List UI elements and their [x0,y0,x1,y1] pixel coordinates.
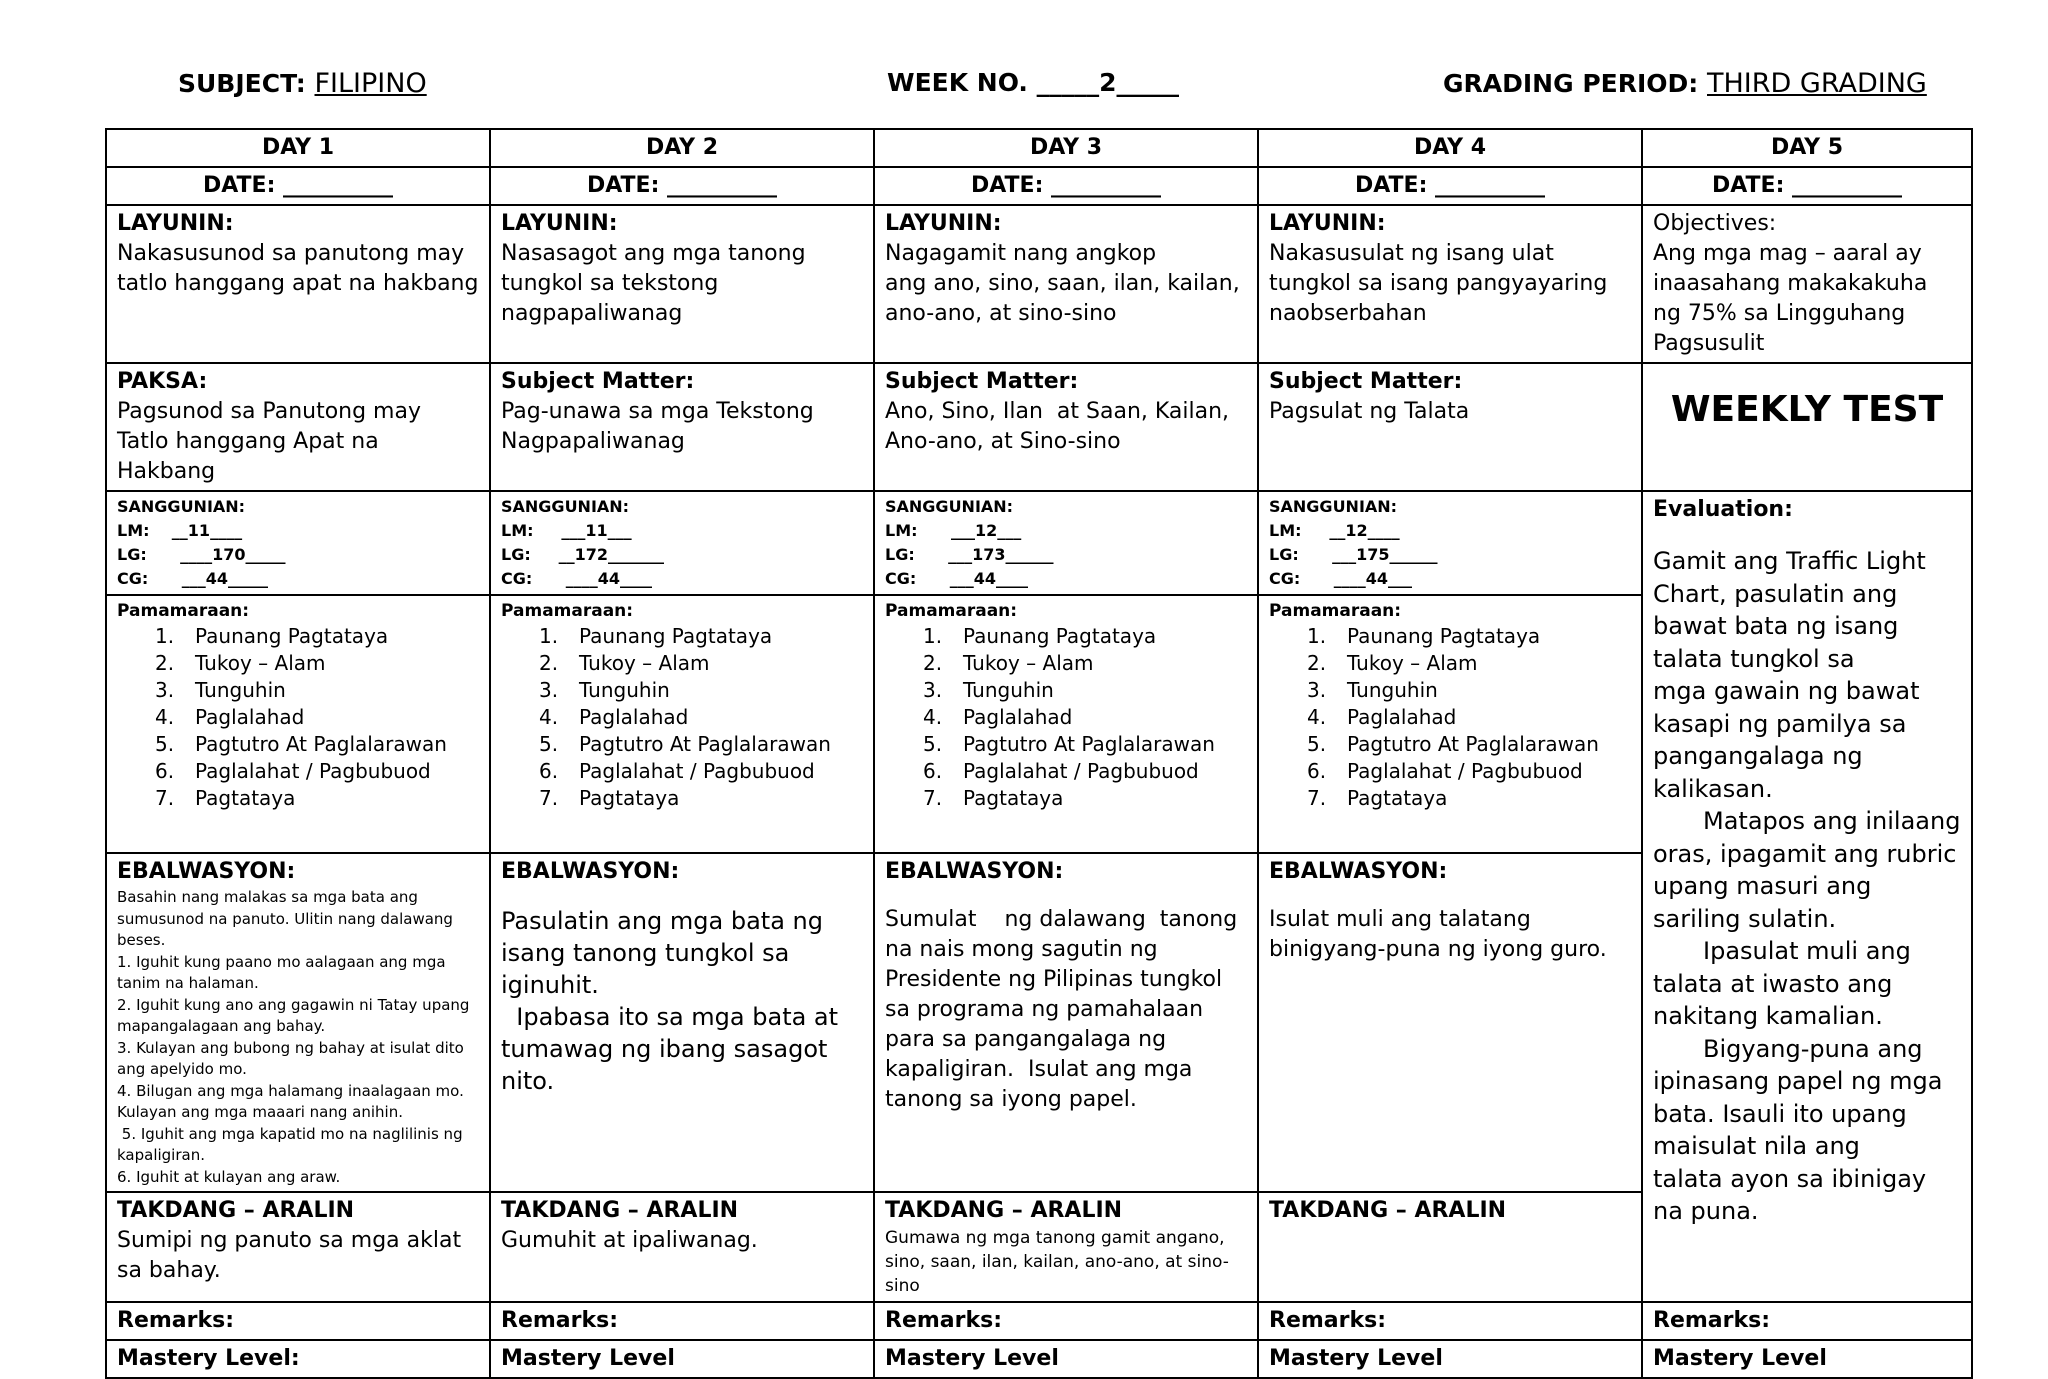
step-number: 3. [1307,678,1327,702]
evaluation-paragraph: mga gawain ng bawat kasapi ng pamilya sa pangangalaga ng kalikasan. [1653,677,1920,803]
pamamaraan-step [155,758,479,785]
day-4-subject-matter [1258,363,1642,491]
takdang-aralin-label: TAKDANG – ARALIN [885,1198,1123,1223]
day-4-remarks: Remarks: [1258,1302,1642,1340]
pamamaraan-step [923,785,1247,812]
pamamaraan-step [923,704,1247,731]
takdang-aralin-text: Sumipi ng panuto sa mga aklat sa bahay. [117,1228,462,1283]
cg-ref: CG: ___44_____ [117,569,268,588]
day-4-header: DAY 4 [1258,129,1642,167]
day-1-pamamaraan [106,595,490,853]
step-number: 4. [155,705,175,729]
step-text: Paglalahat / Pagbubuod [195,759,431,783]
sanggunian-label: SANGGUNIAN: [117,497,246,516]
subject-label: SUBJECT: [178,69,306,98]
day-2-sanggunian [490,491,874,595]
day-5-weekly-test [1642,363,1972,491]
day-3-sanggunian [874,491,1258,595]
lesson-plan-table [105,128,1973,1379]
step-number: 2. [923,651,943,675]
step-number: 5. [923,732,943,756]
subject-value: FILIPINO [314,68,427,99]
day-5-evaluation [1642,491,1972,1302]
step-number: 7. [155,786,175,810]
day-header-row [106,129,1972,167]
step-text: Tukoy – Alam [195,651,326,675]
evaluation-paragraph: Matapos ang inilaang oras, ipagamit ang rubric upang masuri ang sariling sulatin. [1653,807,1961,933]
cg-ref: CG: ____44___ [1269,569,1412,588]
document-header [0,68,2048,108]
day-1-header: DAY 1 [106,129,490,167]
layunin-text: Nakasusulat ng isang ulat tungkol sa isang pangyayaring naobserbahan [1269,241,1608,326]
day-1-paksa [106,363,490,491]
pamamaraan-step [155,704,479,731]
day-1-remarks: Remarks: [106,1302,490,1340]
ebalwasyon-intro: Basahin nang malakas sa mga bata ang sumusunod na panuto. Ulitin nang dalawang beses. [117,888,453,949]
pamamaraan-step [923,650,1247,677]
ebalwasyon-text: Sumulat ng dalawang tanong na nais mong sagutin ng Presidente ng Pilipinas tungkol sa programa ng pamahalaan para sa pangangalaga ng kapaligiran. Isulat ang mga tanong sa iyong papel. [885,907,1245,1112]
layunin-text: Nakasusunod sa panutong may tatlo hanggang apat na hakbang [117,241,479,296]
pamamaraan-step [155,623,479,650]
step-text: Tunguhin [1347,678,1438,702]
step-number: 5. [539,732,559,756]
step-number: 4. [923,705,943,729]
subject-matter-text: Ano, Sino, Ilan at Saan, Kailan, Ano-ano, at Sino-sino [885,399,1237,454]
grading-label: GRADING PERIOD: [1443,69,1699,98]
step-number: 2. [1307,651,1327,675]
step-number: 6. [155,759,175,783]
ebalwasyon-item: 3. Kulayan ang bubong ng bahay at isulat dito ang apelyido mo. [117,1038,464,1078]
pamamaraan-label: Pamamaraan: [885,601,1018,621]
day-4-sanggunian [1258,491,1642,595]
layunin-label: LAYUNIN: [117,211,234,236]
layunin-label: LAYUNIN: [1269,211,1386,236]
day-1-mastery-level: Mastery Level: [106,1340,490,1378]
pamamaraan-step [1307,677,1631,704]
ebalwasyon-label: EBALWASYON: [1269,859,1448,884]
takdang-aralin-label: TAKDANG – ARALIN [501,1198,739,1223]
ebalwasyon-label: EBALWASYON: [501,859,680,884]
day-3-remarks: Remarks: [874,1302,1258,1340]
ebalwasyon-label: EBALWASYON: [885,859,1064,884]
day-4-ebalwasyon [1258,853,1642,1192]
day-3-mastery-level: Mastery Level [874,1340,1258,1378]
pamamaraan-step [1307,623,1631,650]
day-3-subject-matter [874,363,1258,491]
step-number: 4. [1307,705,1327,729]
week-field [887,68,1179,97]
pamamaraan-step [155,731,479,758]
pamamaraan-step [539,731,863,758]
step-text: Paglalahat / Pagbubuod [1347,759,1583,783]
pamamaraan-step [1307,731,1631,758]
pamamaraan-step [155,650,479,677]
pamamaraan-step [539,758,863,785]
remarks-row [106,1302,1972,1340]
step-number: 1. [1307,624,1327,648]
step-number: 1. [155,624,175,648]
grading-value: THIRD GRADING [1707,68,1927,99]
subject-matter-label: Subject Matter: [885,369,1079,394]
day-3-header: DAY 3 [874,129,1258,167]
day-4-mastery-level: Mastery Level [1258,1340,1642,1378]
step-number: 3. [923,678,943,702]
step-text: Tunguhin [195,678,286,702]
pamamaraan-list [885,623,1247,812]
pamamaraan-step [539,650,863,677]
day-1-layunin [106,205,490,363]
pamamaraan-list [117,623,479,812]
pamamaraan-label: Pamamaraan: [501,601,634,621]
layunin-text: Nasasagot ang mga tanong tungkol sa tekstong nagpapaliwanag [501,241,806,326]
day-3-ebalwasyon [874,853,1258,1192]
step-text: Tunguhin [963,678,1054,702]
step-text: Paglalahad [963,705,1073,729]
pamamaraan-step [923,731,1247,758]
lg-ref: LG: ____170_____ [117,545,286,564]
day-4-date: DATE: __________ [1258,167,1642,205]
ebalwasyon-label: EBALWASYON: [117,859,296,884]
sanggunian-row [106,491,1972,595]
step-text: Pagtutro At Paglalarawan [579,732,831,756]
subject-matter-text: Pag-unawa sa mga Tekstong Nagpapaliwanag [501,399,814,454]
layunin-text: Nagagamit nang angkop ang ano, sino, saan, ilan, kailan, ano-ano, at sino-sino [885,241,1247,326]
layunin-label: LAYUNIN: [501,211,618,236]
paksa-row [106,363,1972,491]
day-2-ebalwasyon [490,853,874,1192]
step-text: Paglalahad [579,705,689,729]
ebalwasyon-text: Isulat muli ang talatang binigyang-puna ng iyong guro. [1269,907,1607,962]
step-text: Paglalahat / Pagbubuod [579,759,815,783]
pamamaraan-step [1307,785,1631,812]
step-text: Tunguhin [579,678,670,702]
day-2-subject-matter [490,363,874,491]
layunin-row [106,205,1972,363]
day-5-objectives [1642,205,1972,363]
day-5-header: DAY 5 [1642,129,1972,167]
evaluation-paragraph: Ipasulat muli ang talata at iwasto ang nakitang kamalian. [1653,937,1911,1030]
step-text: Paunang Pagtataya [195,624,389,648]
step-number: 6. [923,759,943,783]
day-3-layunin [874,205,1258,363]
day-1-sanggunian [106,491,490,595]
takdang-aralin-label: TAKDANG – ARALIN [1269,1198,1507,1223]
step-number: 3. [539,678,559,702]
pamamaraan-step [923,677,1247,704]
step-number: 1. [539,624,559,648]
step-text: Pagtataya [579,786,680,810]
lg-ref: LG: ___173______ [885,545,1054,564]
step-number: 7. [539,786,559,810]
step-number: 7. [1307,786,1327,810]
step-text: Pagtataya [195,786,296,810]
ebalwasyon-text: Pasulatin ang mga bata ng isang tanong tungkol sa iginuhit. [501,907,823,999]
pamamaraan-step [1307,704,1631,731]
pamamaraan-step [923,623,1247,650]
lg-ref: LG: __172_______ [501,545,664,564]
step-number: 7. [923,786,943,810]
step-text: Paunang Pagtataya [579,624,773,648]
step-number: 2. [539,651,559,675]
step-number: 5. [155,732,175,756]
day-2-header: DAY 2 [490,129,874,167]
takdang-aralin-text: Gumawa ng mga tanong gamit angano, sino, saan, ilan, kailan, ano-ano, at sino-sino [885,1228,1229,1296]
step-text: Pagtataya [963,786,1064,810]
step-text: Pagtutro At Paglalarawan [1347,732,1599,756]
evaluation-paragraph: Bigyang-puna ang ipinasang papel ng mga bata. Isauli ito upang maisulat nila ang [1653,1034,1943,1160]
layunin-label: LAYUNIN: [885,211,1002,236]
subject-field [178,68,427,99]
week-label: WEEK NO. [887,68,1028,97]
step-text: Tukoy – Alam [1347,651,1478,675]
lg-ref: LG: ___175______ [1269,545,1438,564]
lm-ref: LM: ___11___ [501,521,632,540]
pamamaraan-step [539,623,863,650]
sanggunian-label: SANGGUNIAN: [885,497,1014,516]
mastery-level-row [106,1340,1972,1378]
day-2-layunin [490,205,874,363]
cg-ref: CG: ____44____ [501,569,652,588]
step-number: 6. [1307,759,1327,783]
evaluation-paragraph: Gamit ang Traffic Light Chart, pasulatin ang bawat bata ng isang talata tungkol sa [1653,547,1926,673]
pamamaraan-step [1307,758,1631,785]
pamamaraan-label: Pamamaraan: [1269,601,1402,621]
evaluation-paragraph: talata ayon sa ibinigay na puna. [1653,1164,1927,1225]
day-1-date: DATE: __________ [106,167,490,205]
step-number: 2. [155,651,175,675]
step-text: Pagtutro At Paglalarawan [195,732,447,756]
subject-matter-text: Pagsulat ng Talata [1269,399,1470,424]
objectives-text: Ang mga mag – aaral ay inaasahang makakakuha ng 75% sa Lingguhang Pagsusulit [1653,241,1928,356]
paksa-text: Pagsunod sa Panutong may Tatlo hanggang Apat na Hakbang [117,399,421,484]
step-text: Tukoy – Alam [963,651,1094,675]
pamamaraan-label: Pamamaraan: [117,601,250,621]
step-number: 4. [539,705,559,729]
step-text: Paunang Pagtataya [1347,624,1541,648]
takdang-aralin-text: Gumuhit at ipaliwanag. [501,1228,758,1253]
day-3-pamamaraan [874,595,1258,853]
step-number: 5. [1307,732,1327,756]
step-text: Tukoy – Alam [579,651,710,675]
day-4-takdang-aralin [1258,1192,1642,1302]
subject-matter-label: Subject Matter: [501,369,695,394]
evaluation-body [1653,545,1961,1228]
day-2-mastery-level: Mastery Level [490,1340,874,1378]
day-1-takdang-aralin [106,1192,490,1302]
step-number: 1. [923,624,943,648]
week-value: _____2_____ [1036,68,1180,97]
day-2-pamamaraan [490,595,874,853]
pamamaraan-list [501,623,863,812]
subject-matter-label: Subject Matter: [1269,369,1463,394]
step-text: Paunang Pagtataya [963,624,1157,648]
day-2-date: DATE: __________ [490,167,874,205]
step-text: Paglalahad [1347,705,1457,729]
sanggunian-label: SANGGUNIAN: [1269,497,1398,516]
pamamaraan-step [539,704,863,731]
step-text: Paglalahat / Pagbubuod [963,759,1199,783]
evaluation-label: Evaluation: [1653,497,1793,522]
objectives-label: Objectives: [1653,211,1777,236]
step-text: Pagtataya [1347,786,1448,810]
day-2-remarks: Remarks: [490,1302,874,1340]
step-number: 3. [155,678,175,702]
cg-ref: CG: ___44____ [885,569,1028,588]
pamamaraan-step [539,785,863,812]
ebalwasyon-text: Ipabasa ito sa mga bata at tumawag ng ibang sasagot nito. [501,1003,846,1095]
ebalwasyon-item: 2. Iguhit kung ano ang gagawin ni Tatay upang mapangalagaan ang bahay. [117,995,470,1035]
step-number: 6. [539,759,559,783]
pamamaraan-step [923,758,1247,785]
pamamaraan-list [1269,623,1631,812]
lm-ref: LM: ___12___ [885,521,1022,540]
ebalwasyon-item: 1. Iguhit kung paano mo aalagaan ang mga tanim na halaman. [117,952,446,992]
day-2-takdang-aralin [490,1192,874,1302]
day-5-remarks: Remarks: [1642,1302,1972,1340]
pamamaraan-step [155,785,479,812]
step-text: Paglalahad [195,705,305,729]
ebalwasyon-item: 6. Iguhit at kulayan ang araw. [117,1167,341,1186]
ebalwasyon-item: 4. Bilugan ang mga halamang inaalagaan mo. Kulayan ang mga maaari nang anihin. [117,1081,464,1121]
paksa-label: PAKSA: [117,369,208,394]
step-text: Pagtutro At Paglalarawan [963,732,1215,756]
day-3-date: DATE: __________ [874,167,1258,205]
pamamaraan-step [155,677,479,704]
lm-ref: LM: __12____ [1269,521,1400,540]
takdang-aralin-label: TAKDANG – ARALIN [117,1198,355,1223]
day-4-pamamaraan [1258,595,1642,853]
day-1-ebalwasyon [106,853,490,1192]
pamamaraan-step [539,677,863,704]
day-5-date: DATE: __________ [1642,167,1972,205]
sanggunian-label: SANGGUNIAN: [501,497,630,516]
ebalwasyon-item: 5. Iguhit ang mga kapatid mo na naglilinis ng kapaligiran. [117,1124,468,1164]
grading-field [1443,68,1927,99]
weekly-test-title: WEEKLY TEST [1670,389,1944,430]
lm-ref: LM: __11____ [117,521,243,540]
day-5-mastery-level: Mastery Level [1642,1340,1972,1378]
date-row [106,167,1972,205]
pamamaraan-step [1307,650,1631,677]
day-4-layunin [1258,205,1642,363]
day-3-takdang-aralin [874,1192,1258,1302]
